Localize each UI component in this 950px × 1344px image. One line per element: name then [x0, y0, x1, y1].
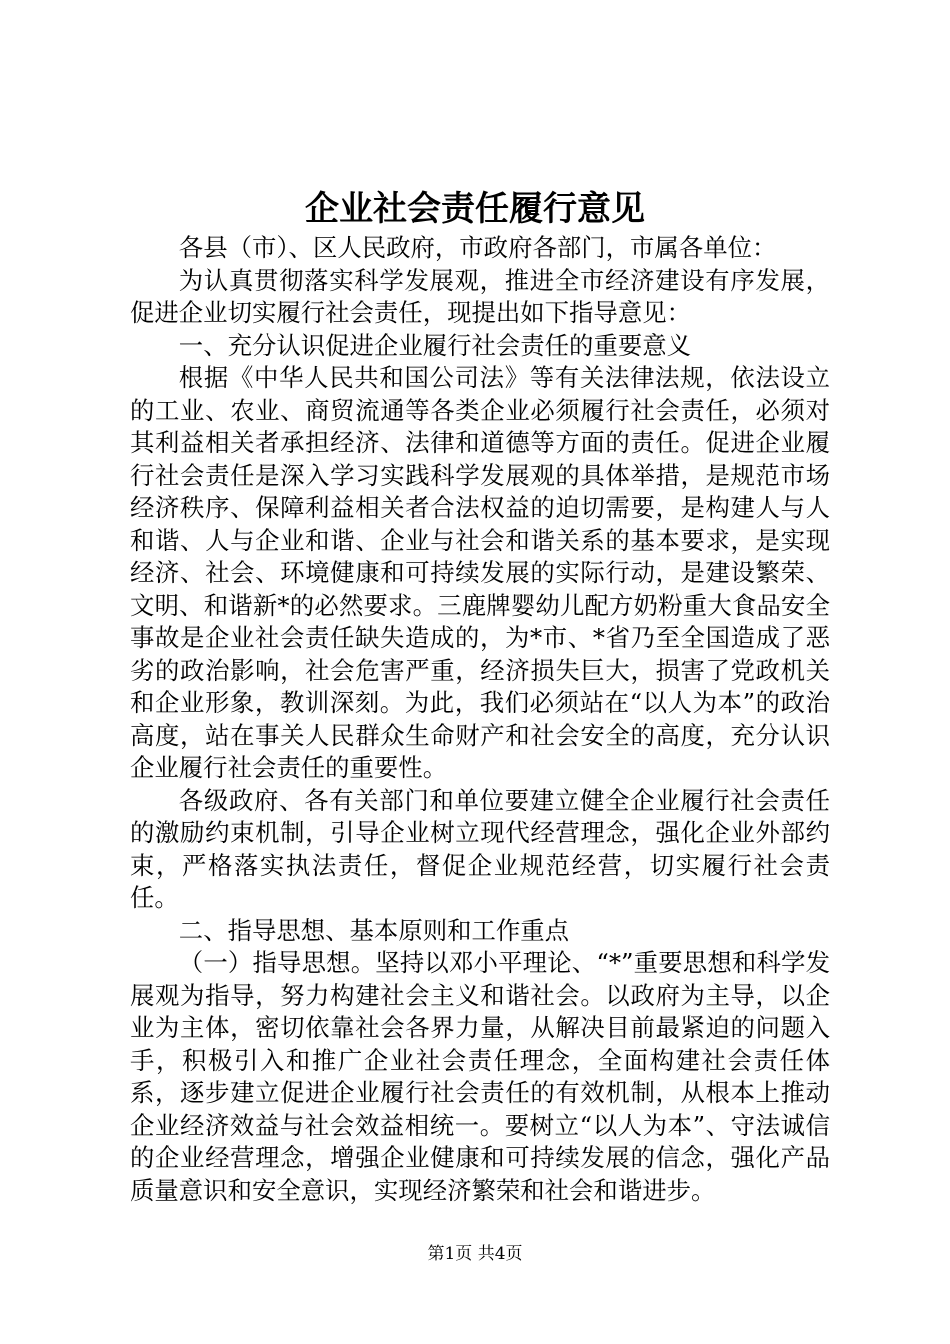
paragraph-guiding-thought: （一）指导思想。坚持以邓小平理论、“*”重要思想和科学发展观为指导，努力构建社会主义和谐社会。以政府为主导，以企业为主体，密切依靠社会各界力量，从解决目前最紧迫的问题入手，积极引入和推广企业社会责任理念，全面构建社会责任体系，逐步建立促进企业履行社会责任的有效机制，从根本上推动企业经济效益与社会效益相统一。要树立“以人为本”、守法诚信的企业经营理念，增强企业健康和可持续发展的信念，强化产品质量意识和安全意识，实现经济繁荣和社会和谐进步。	[130, 948, 830, 1205]
section-heading-1: 一、充分认识促进企业履行社会责任的重要意义	[178, 330, 692, 360]
document-title: 企业社会责任履行意见	[305, 189, 645, 229]
page-number: 第1页 共4页	[427, 1244, 523, 1264]
paragraph-intro: 为认真贯彻落实科学发展观，推进全市经济建设有序发展，促进企业切实履行社会责任，现提出如下指导意见：	[130, 265, 830, 327]
section-heading-2: 二、指导思想、基本原则和工作重点	[178, 915, 570, 945]
paragraph-mechanism: 各级政府、各有关部门和单位要建立健全企业履行社会责任的激励约束机制，引导企业树立现代经营理念，强化企业外部约束，严格落实执法责任，督促企业规范经营，切实履行社会责任。	[130, 785, 830, 912]
document-body	[130, 232, 830, 1207]
paragraph-salutation: 各县（市）、区人民政府，市政府各部门，市属各单位：	[178, 233, 777, 262]
paragraph-significance: 根据《中华人民共和国公司法》等有关法律法规，依法设立的工业、农业、商贸流通等各类企业必须履行社会责任，必须对其利益相关者承担经济、法律和道德等方面的责任。促进企业履行社会责任是深入学习实践科学发展观的具体举措，是规范市场经济秩序、保障利益相关者合法权益的迫切需要，是构建人与人和谐、人与企业和谐、企业与社会和谐关系的基本要求，是实现经济、社会、环境健康和可持续发展的实际行动，是建设繁荣、文明、和谐新*的必然要求。三鹿牌婴幼儿配方奶粉重大食品安全事故是企业社会责任缺失造成的，为*市、*省乃至全国造成了恶劣的政治影响，社会危害严重，经济损失巨大，损害了党政机关和企业形象，教训深刻。为此，我们必须站在“以人为本”的政治高度，站在事关人民群众生命财产和社会安全的高度，充分认识企业履行社会责任的重要性。	[130, 363, 830, 782]
